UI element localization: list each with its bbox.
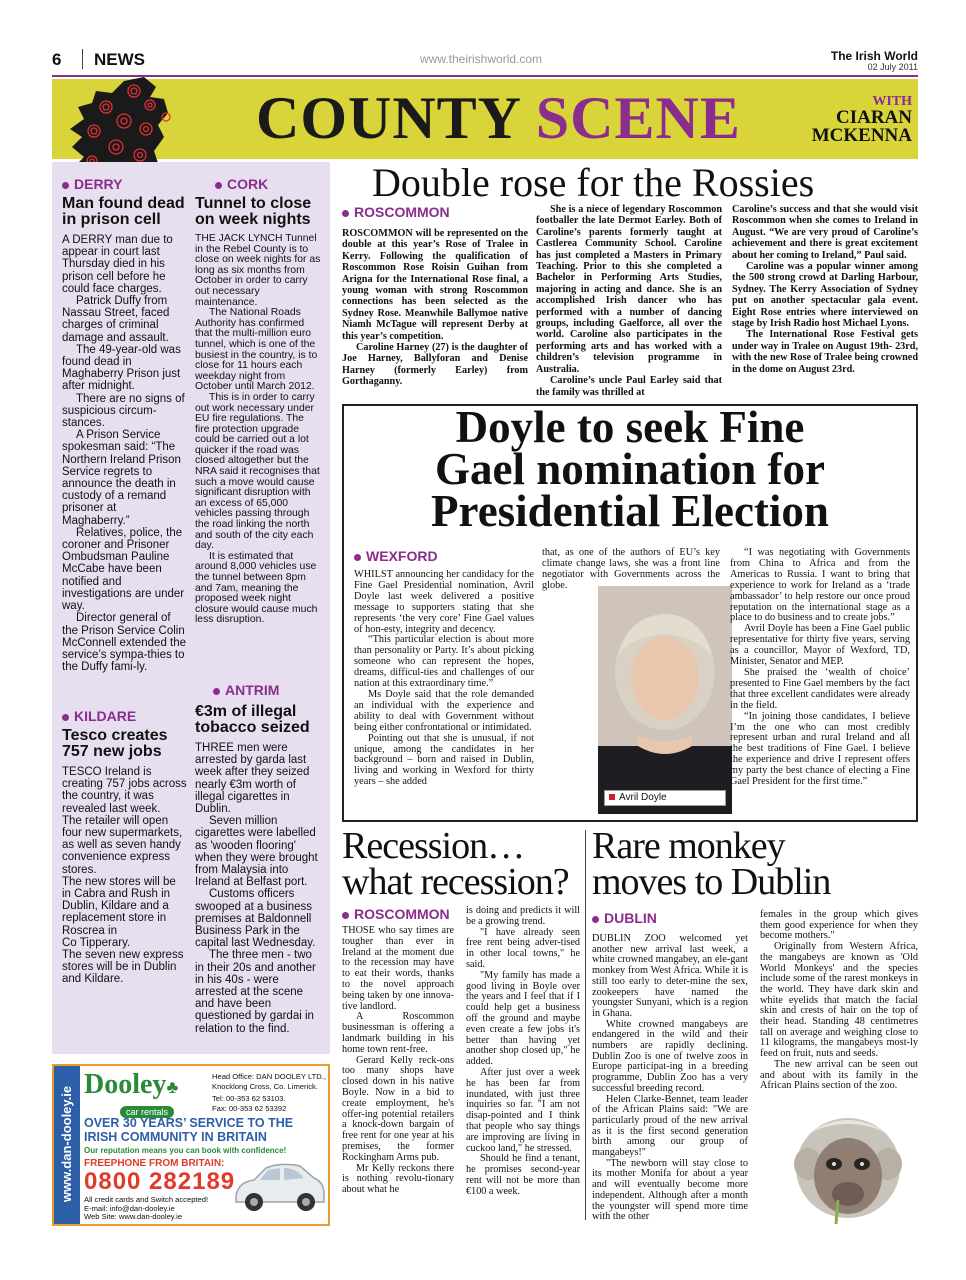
kildare-tag [62,708,187,724]
county-scene-banner [52,79,918,159]
shamrock-icon: ♣ [166,1077,179,1097]
ad-vertical-url[interactable]: www.dan-dooley.ie [59,1085,74,1203]
kildare-story [62,708,187,986]
bullet-icon [62,714,69,721]
recession-col-1 [342,906,454,1196]
page-number: 6 [52,50,62,69]
kildare-paragraph: The new stores will be in Cabra and Rush in Dublin, Kildare and a replacement store in Roscrea in [62,875,176,937]
recession-paragraph: THOSE who say times are tougher than ever in Ireland at the moment due to the recession may have to eat their words, thanks to the novel approach being taken by one innova-tive landlord. [342,925,454,1012]
rossies-paragraph: Caroline’s success and that she would visit Roscommon when she comes to Ireland in August. “We are very proud of Caroline’s achievement and there is great excitement about her coming to Ireland,” Paul said. [732,204,918,261]
derry-paragraph: The 49-year-old was found dead in Maghaberry Prison just after midnight. [62,343,181,393]
monkey-paragraph: DUBLIN ZOO welcomed yet another new arrival last week, a white crowned mangabey, an ele-gant monkey from West Africa. While it is still too early to deter-mine the sex, zookeepers have named the youngster Sunyani, which is a region in Ghana. [592,933,748,1019]
doyle-paragraph: “In joining those candidates, I believe I’m the one who can most credibly represent urban and rural Ireland and all the best traditions of Fine Gael. I believe the experience and drive I represent offers my party the best chance of electing a Fine Gael President for the first time.” [730,710,910,788]
banner-author-last: MCKENNA [811,125,912,146]
recession-headline-line: what recession? [342,861,569,903]
monkey-paragraph: The new arrival can be seen out and about with its family in the African Plains section of the zoo. [760,1058,918,1092]
cork-body [195,234,321,626]
recession-paragraph: is doing and predicts it will be a growing trend. [466,905,580,927]
rossies-paragraph: The International Rose Festival gets under way in Tralee on August 19th- 23rd, with the new Rose of Tralee being crowned in the dome on August 23rd. [732,329,918,375]
caption-marker [609,794,615,800]
cork-story [195,176,321,626]
antrim-paragraph: Customs officers swooped at a business premises at Baldonnell Business Park in the capital last Wednesday. [195,888,316,950]
monkey-paragraph: "The newborn will stay close to its mother Monifa for about a year and will eventually become more independent. Although after a month the youngster will spend more time with the other [592,1157,748,1223]
rossies-paragraph: Caroline was a popular winner among the 500 strong crowd at Darling Harbour, Sydney. The Kerry Association of Sydney put on another spectacular gala event. Eight Rose entries where interviewed on stage by Irish Radio host Michael Lyons. [732,261,918,330]
recession-paragraph: Should he find a tenant, he promises second-year rent will not be more than €100 a week. [466,1153,580,1197]
monkey-tag [592,910,748,926]
cork-tag [195,176,321,192]
doyle-tag-label: WEXFORD [366,548,438,564]
antrim-paragraph: The three men - two in their 20s and another in his 40s - were arrested at the scene and have been questioned by gardai in relation to the find. [195,949,316,1035]
antrim-paragraph: THREE men were arrested by garda last week after they seized nearly €3m worth of illegal cigarettes in Dublin. [195,742,310,816]
dooley-advert[interactable] [52,1064,330,1226]
monkey-paragraph: White crowned mangabeys are endangered in the wild and their numbers are rapidly declining. Dublin Zoo is one of twelve zoos in Europe participat-ing in a breeding programme, Dublin Zoo has a very successful breeding record. [592,1018,748,1094]
monkey-col-1-text [592,934,748,1223]
derry-tag [62,176,187,192]
ad-brand-text: Dooley [84,1069,167,1100]
bullet-icon [215,182,222,189]
recession-paragraph: "I have already seen free rent being adver-tised in other local towns," he said. [466,926,580,970]
section-label: NEWS [94,50,145,69]
antrim-body [195,742,321,1035]
ad-headline-line: IRISH COMMUNITY IN BRITAIN [84,1130,267,1144]
mangabey-photo [778,1106,918,1224]
derry-paragraph: There are no signs of suspicious circum-stances. [62,392,185,430]
derry-headline: Man found dead in prison cell [62,195,185,228]
recession-paragraph: A Roscommon businessman is offering a landmark building in his home town rent-free. [342,1011,454,1055]
photo-caption [604,790,726,806]
doyle-headline-line: Doyle to seek Fine [455,402,805,452]
page-header [0,0,966,80]
header-divider [82,49,83,69]
ad-headline [84,1116,330,1144]
monkey-headline-line: moves to Dublin [592,861,831,903]
recession-paragraph: Gerard Kelly reck-ons too many shops have closed down in his native Boyle. Now in a bid to create employment, he's offer-ing potential retailers a knock-down bargain of free rent for one year at his premises, the former Rockingham Arms pub. [342,1054,454,1163]
doyle-paragraph: “This particular election is about more than personality or Party. It’s about picking someone who can represent the hopes, dreams, difficul-ties and challenges of our nation at this extraordinary time.” [354,634,534,690]
doyle-headline [344,402,916,536]
antrim-headline: €3m of illegal tobacco seized [195,703,310,736]
ad-vertical-strip [54,1066,80,1224]
site-url[interactable]: www.theirishworld.com [420,52,543,66]
antrim-tag [195,682,321,698]
banner-with: WITH [872,94,912,109]
ad-logo [84,1069,204,1117]
rossies-col-3 [732,204,918,375]
ad-contact [84,1196,234,1222]
derry-paragraph: Relatives, police, the coroner and Prisoner Ombudsman Pauline McCabe have been notified and investigations are under way. [62,526,185,613]
bullet-icon [62,182,69,189]
doyle-paragraph: Pointing out that she is unusual, if not unique, among the candidates in her background – born and raised in Dublin, living and working in Wexford for thirty years – she added [354,732,534,788]
doyle-story [342,404,918,822]
derry-paragraph: A DERRY man due to appear in court last Thursday died in his prison cell before he could face charges. [62,234,173,295]
banner-author-first: CIARAN [836,107,912,128]
monkey-story [592,825,918,1228]
recession-paragraph: "My family has made a good living in Boyle over the years and I feel that if I could help get a business off the ground and maybe even create a few jobs it's better than having yet another shop closed up," he added. [466,969,580,1068]
ad-headline-line: OVER 30 YEARS’ SERVICE TO THE [84,1116,294,1130]
doyle-paragraph: “I was negotiating with Governments from China to Africa and from the Americas to Russia. I want to bring that experience to work for Ireland as a ‘trade ambassador’ to help restore our once proud reputation on the international stage as a place to do business and to create jobs.” [730,547,910,624]
recession-tag-label: ROSCOMMON [354,906,450,922]
kildare-paragraph: Co Tipperary. [62,936,131,949]
recession-paragraph: After just over a week he has been far from inundated, with just three inquiries so far. "I am not disap-pointed and I think that people who say things are improving are living in cuckoo land," he stressed. [466,1066,580,1154]
doyle-headline-line: Presidential Election [431,486,829,536]
derry-paragraph: Director general of the Prison Service Colin McConnell extended the service’s sympa-thies to the Duffy fami-ly. [62,612,187,674]
antrim-story [195,682,321,1035]
rossies-tag-label: ROSCOMMON [354,204,450,220]
avril-doyle-photo [598,586,732,814]
ad-office-line: Knocklong Cross, Co. Limerick. [212,1081,318,1091]
cork-paragraph: This is in order to carry out work necessary under EU fire regulations. The fire protection upgrade could be carried out a lot quicker if the road was closed altogether but the NRA said it recognises that such a move would cause significant disruption with an excess of 65,000 vehicles passing through the road linking the north and south of the city each day. [195,391,320,552]
rossies-col-1-text [342,228,528,388]
rossies-col-2 [536,204,722,398]
kildare-headline: Tesco creates 757 new jobs [62,727,168,760]
column-divider [585,830,586,1220]
kildare-paragraph: The seven new express stores will be in Dublin and Kildare. [62,949,184,986]
doyle-col-1 [354,548,534,788]
kildare-paragraph: TESCO Ireland is creating 757 jobs across the country, it was revealed last week. [62,766,187,815]
derry-story [62,176,187,673]
kildare-paragraph: The retailer will open four new supermarkets, as well as seven handy convenience express stores. [62,814,183,876]
bullet-icon [213,688,220,695]
derry-paragraph: Patrick Duffy from Nassau Street, faced charges of criminal damage and assault. [62,295,170,344]
recession-headline-line: Recession… [342,825,525,867]
monkey-tag-label: DUBLIN [604,910,657,926]
rossies-headline: Double rose for the Rossies [372,160,815,205]
recession-col-1-text [342,926,454,1196]
ad-office-info [212,1072,330,1113]
rossies-paragraph: ROSCOMMON will be represented on the double at this year’s Rose of Tralee in Kerry. Following the qualification of Roscommon Rose Roisin Guihan from Arigna for the International Rose final, a young woman with strong Roscommon connections has been selected as the Sydney Rose. Meanwhile Ballymoe native Niamh McTague will represent Derby at this year’s competition. [342,228,528,342]
derry-paragraph: A Prison Service spokesman said: “The Northern Ireland Prison Service regrets to announce the death in custody of a remand prisoner at Maghaberry.” [62,429,181,527]
recession-tag [342,906,454,922]
cork-headline: Tunnel to close on week nights [195,195,312,228]
ad-email[interactable]: E-mail: info@dan-dooley.ie [84,1203,175,1213]
doyle-paragraph: that, as one of the authors of EU’s key climate change laws, she was a front line negotiator with Governments across the globe. [542,547,720,591]
banner-title-scene: SCENE [535,85,741,151]
bullet-icon [354,554,361,561]
ad-fax: Fax: 00-353 62 53392 [212,1103,287,1113]
ad-brand-sub-text: car rentals [126,1107,169,1117]
ad-phone-number[interactable]: 0800 282189 [84,1168,236,1195]
antrim-tag-label: ANTRIM [225,682,280,698]
bullet-icon [342,210,349,217]
doyle-col-3 [730,548,910,788]
ad-tagline: Our reputation means you can book with confidence! [84,1146,287,1155]
bullet-icon [592,916,599,923]
rossies-paragraph: Caroline Harney (27) is the daughter of Joe Harney, Ballyforan and Denise Harney (formerly Earley) from Gorthaganny. [342,342,528,388]
banner-title [256,83,741,153]
derry-body [62,234,187,673]
cork-paragraph: It is estimated that around 8,000 vehicles use the tunnel between 8pm and 7am, meaning the proposed week night closure would cause much less disruption. [195,550,318,626]
doyle-paragraph: She praised the ‘wealth of choice’ presented to Fine Gael members by the fact that three excellent candidates were already in the field. [730,666,910,711]
ad-web[interactable]: Web Site: www.dan-dooley.ie [84,1212,183,1222]
ad-cards: All credit cards and Switch accepted! [84,1195,209,1204]
car-image [230,1154,328,1220]
ad-freephone: FREEPHONE FROM BRITAIN: [84,1158,225,1169]
monkey-col-2 [760,910,918,1092]
doyle-paragraph: WHILST announcing her candidacy for the Fine Gael Presidential nomination, Avril Doyle last week delivered a positive message to supporters stating that she represents ‘the very core’ Fine Gael values of hon-esty, integrity and decency. [354,569,534,635]
issue-date: 02 July 2011 [867,62,918,72]
recession-headline [342,825,580,903]
kildare-body [62,766,187,986]
recession-paragraph: Mr Kelly reckons there is nothing revolu-tionary about what he [342,1162,454,1196]
doyle-paragraph: Avril Doyle has been a Fine Gael public representative for thirty five years, serving as a councillor, Mayor of Wexford, TD, Minister, Senator and MEP. [730,623,910,668]
paper-name: The Irish World [830,49,918,63]
ad-brand [84,1070,204,1102]
derry-tag-label: DERRY [74,176,123,192]
cork-paragraph: The National Roads Authority has confirmed that the multi-million euro tunnel, which is one of the busiest in the country, is to close for 11 hours each weekday night from October until March 2012. [195,307,318,393]
doyle-col-1-text [354,570,534,788]
recession-col-2 [466,906,580,1198]
monkey-paragraph: Helen Clarke-Bennet, team leader of the African Plains said: "We are particularly proud of the new arrival as it is the first second generation birth among our group of mangabeys!" [592,1093,748,1159]
news-sidebar [52,162,330,1054]
monkey-headline [592,825,918,903]
antrim-paragraph: Seven million cigarettes were labelled as 'wooden flooring' when they were brought from Malaysia into Ireland at Belfast port. [195,815,318,889]
cork-tag-label: CORK [227,176,269,192]
cork-paragraph: THE JACK LYNCH Tunnel in the Rebel County is to close on week nights for as long as six months from October in order to carry out necessary maintenance. [195,233,321,308]
banner-author [812,95,912,145]
recession-story [342,825,580,1228]
bullet-icon [342,912,349,919]
rossies-paragraph: Caroline’s uncle Paul Earley said that the family was thrilled at [536,375,722,398]
ad-office-line: Head Office: DAN DOOLEY LTD., [212,1072,326,1081]
doyle-tag [354,548,534,564]
rossies-tag [342,204,528,220]
monkey-paragraph: Originally from Western Africa, the mangabeys are known as 'Old World Monkeys' and the species include some of the rarest monkeys in the world. They have dark skin and white eyelids that match the facial skin and crests of hair on the top of their head. Standing 48 centimetres tall on average and weighing close to 11 kilograms, the mangabeys most-ly feed on fruit, nuts and seeds. [760,941,918,1060]
rossies-paragraph: She is a niece of legendary Roscommon footballer the late Dermot Earley. Both of Caroline’s parents formerly taught at Castlerea Community School. Caroline has just completed a Masters in Primary Teaching. Prior to this she completed a Bachelor in Performing Arts Studies, majoring in acting and dance. She is an accomplished Irish dancer who has performed with a number of dancing groups, including Gaelforce, all over the world. Caroline also participates in the performing arts and has worked with a children’s television programme in Australia. [536,204,722,375]
monkey-headline-line: Rare monkey [592,825,785,867]
portrait-image [598,586,732,814]
monkey-col-1 [592,910,748,1223]
doyle-headline-line: Gael nomination for [435,444,825,494]
doyle-paragraph: Ms Doyle said that the role demanded an individual with the experience and ability to deal with Government without being either confrontational or intimidated. [354,688,534,733]
ad-tel: Tel: 00-353 62 53103. [212,1094,286,1103]
banner-title-county: COUNTY [256,85,520,151]
caption-text: Avril Doyle [619,792,667,803]
monkey-paragraph: females in the group which gives them good experience for when they become mothers." [760,909,918,942]
kildare-tag-label: KILDARE [74,708,137,724]
rossies-col-1 [342,204,528,388]
